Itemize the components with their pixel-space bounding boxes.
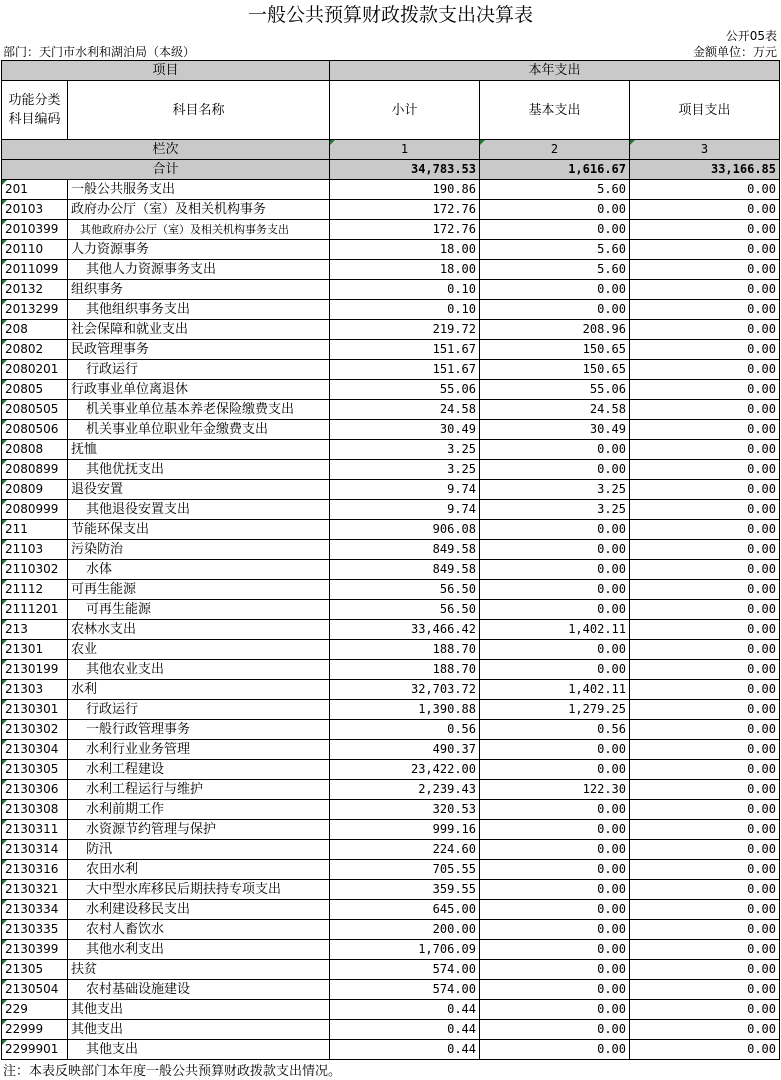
row-project: 0.00	[630, 980, 780, 1000]
row-basic: 0.00	[480, 220, 630, 240]
row-basic: 0.00	[480, 880, 630, 900]
row-project: 0.00	[630, 220, 780, 240]
table-row	[2, 860, 780, 880]
header-code: 功能分类科目编码	[2, 81, 68, 140]
header-basic: 基本支出	[480, 81, 630, 140]
header-project: 项目支出	[630, 81, 780, 140]
row-project: 0.00	[630, 380, 780, 400]
row-basic: 0.00	[480, 760, 630, 780]
row-subtotal: 33,466.42	[330, 620, 480, 640]
row-project: 0.00	[630, 600, 780, 620]
row-project: 0.00	[630, 840, 780, 860]
row-name: 其他退役安置支出	[68, 500, 330, 520]
table-row	[2, 940, 780, 960]
row-project: 0.00	[630, 820, 780, 840]
row-basic: 0.00	[480, 840, 630, 860]
row-basic: 30.49	[480, 420, 630, 440]
row-name: 大中型水库移民后期扶持专项支出	[68, 880, 330, 900]
table-row	[2, 880, 780, 900]
department-label: 部门：天门市水利和湖泊局（本级）	[3, 45, 196, 59]
row-project: 0.00	[630, 300, 780, 320]
row-subtotal: 320.53	[330, 800, 480, 820]
header-current-year: 本年支出	[330, 61, 780, 81]
header-subtotal: 小计	[330, 81, 480, 140]
row-name: 一般公共服务支出	[68, 180, 330, 200]
table-row	[2, 400, 780, 420]
row-code: 213	[2, 620, 68, 640]
row-code: 2080899	[2, 460, 68, 480]
table-row	[2, 620, 780, 640]
row-name: 水利工程运行与维护	[68, 780, 330, 800]
row-basic: 150.65	[480, 360, 630, 380]
row-name: 农业	[68, 640, 330, 660]
table-row	[2, 500, 780, 520]
row-code: 2111201	[2, 600, 68, 620]
row-project: 0.00	[630, 520, 780, 540]
row-subtotal: 151.67	[330, 360, 480, 380]
row-project: 0.00	[630, 1020, 780, 1040]
row-subtotal: 0.44	[330, 1040, 480, 1060]
row-code: 2110302	[2, 560, 68, 580]
row-name: 机关事业单位基本养老保险缴费支出	[68, 400, 330, 420]
table-row	[2, 260, 780, 280]
total-basic: 1,616.67	[480, 160, 630, 180]
row-subtotal: 30.49	[330, 420, 480, 440]
row-code: 2130199	[2, 660, 68, 680]
table-row	[2, 320, 780, 340]
row-code: 20110	[2, 240, 68, 260]
row-code: 2130399	[2, 940, 68, 960]
row-name: 农林水支出	[68, 620, 330, 640]
row-basic: 0.00	[480, 660, 630, 680]
row-basic: 0.00	[480, 460, 630, 480]
row-basic: 55.06	[480, 380, 630, 400]
row-project: 0.00	[630, 780, 780, 800]
row-name: 退役安置	[68, 480, 330, 500]
row-project: 0.00	[630, 620, 780, 640]
row-project: 0.00	[630, 880, 780, 900]
row-subtotal: 906.08	[330, 520, 480, 540]
row-name: 可再生能源	[68, 600, 330, 620]
row-subtotal: 999.16	[330, 820, 480, 840]
row-subtotal: 0.44	[330, 1020, 480, 1040]
table-row	[2, 440, 780, 460]
row-code: 20103	[2, 200, 68, 220]
row-subtotal: 219.72	[330, 320, 480, 340]
table-row	[2, 720, 780, 740]
row-name: 水利建设移民支出	[68, 900, 330, 920]
row-basic: 0.00	[480, 740, 630, 760]
table-row	[2, 700, 780, 720]
row-subtotal: 705.55	[330, 860, 480, 880]
row-basic: 150.65	[480, 340, 630, 360]
row-project: 0.00	[630, 1000, 780, 1020]
table-row	[2, 900, 780, 920]
table-row	[2, 1040, 780, 1060]
row-name: 水利	[68, 680, 330, 700]
row-name: 其他支出	[68, 1040, 330, 1060]
row-name: 社会保障和就业支出	[68, 320, 330, 340]
row-name: 水体	[68, 560, 330, 580]
row-subtotal: 172.76	[330, 220, 480, 240]
row-name: 政府办公厅（室）及相关机构事务	[68, 200, 330, 220]
table-row	[2, 540, 780, 560]
table-row	[2, 960, 780, 980]
table-row	[2, 580, 780, 600]
row-code: 2080506	[2, 420, 68, 440]
header-item: 项目	[2, 61, 330, 81]
row-code: 2130504	[2, 980, 68, 1000]
row-code: 2130335	[2, 920, 68, 940]
table-row	[2, 280, 780, 300]
row-project: 0.00	[630, 240, 780, 260]
row-project: 0.00	[630, 640, 780, 660]
row-subtotal: 359.55	[330, 880, 480, 900]
row-subtotal: 23,422.00	[330, 760, 480, 780]
row-project: 0.00	[630, 900, 780, 920]
row-subtotal: 574.00	[330, 980, 480, 1000]
table-row	[2, 1000, 780, 1020]
row-subtotal: 18.00	[330, 240, 480, 260]
row-basic: 0.00	[480, 860, 630, 880]
table-row	[2, 180, 780, 200]
row-basic: 0.00	[480, 300, 630, 320]
row-basic: 0.00	[480, 440, 630, 460]
table-body	[2, 180, 780, 1060]
row-subtotal: 151.67	[330, 340, 480, 360]
row-basic: 3.25	[480, 500, 630, 520]
row-name: 防汛	[68, 840, 330, 860]
row-subtotal: 2,239.43	[330, 780, 480, 800]
row-name: 可再生能源	[68, 580, 330, 600]
row-code: 21303	[2, 680, 68, 700]
column-number-row	[2, 140, 780, 160]
row-project: 0.00	[630, 480, 780, 500]
row-name: 农村人畜饮水	[68, 920, 330, 940]
row-project: 0.00	[630, 420, 780, 440]
row-code: 2011099	[2, 260, 68, 280]
table-row	[2, 300, 780, 320]
table-row	[2, 220, 780, 240]
row-name: 农村基础设施建设	[68, 980, 330, 1000]
row-subtotal: 190.86	[330, 180, 480, 200]
row-code: 2130334	[2, 900, 68, 920]
row-subtotal: 0.56	[330, 720, 480, 740]
row-name: 农田水利	[68, 860, 330, 880]
header-row-1	[2, 61, 780, 81]
table-row	[2, 640, 780, 660]
row-basic: 0.00	[480, 280, 630, 300]
row-code: 2130301	[2, 700, 68, 720]
table-row	[2, 200, 780, 220]
row-code: 20808	[2, 440, 68, 460]
row-code: 20805	[2, 380, 68, 400]
header-name: 科目名称	[68, 81, 330, 140]
table-row	[2, 680, 780, 700]
row-project: 0.00	[630, 660, 780, 680]
row-project: 0.00	[630, 720, 780, 740]
row-basic: 0.00	[480, 940, 630, 960]
row-basic: 0.00	[480, 900, 630, 920]
row-code: 2013299	[2, 300, 68, 320]
row-subtotal: 574.00	[330, 960, 480, 980]
row-name: 其他组织事务支出	[68, 300, 330, 320]
row-basic: 0.00	[480, 800, 630, 820]
row-code: 2010399	[2, 220, 68, 240]
row-subtotal: 1,390.88	[330, 700, 480, 720]
row-basic: 0.00	[480, 540, 630, 560]
row-name: 抚恤	[68, 440, 330, 460]
row-project: 0.00	[630, 760, 780, 780]
amount-unit: 金额单位：万元	[692, 45, 777, 59]
row-name: 行政事业单位离退休	[68, 380, 330, 400]
row-code: 211	[2, 520, 68, 540]
row-code: 2130308	[2, 800, 68, 820]
row-basic: 0.00	[480, 920, 630, 940]
row-name: 组织事务	[68, 280, 330, 300]
row-project: 0.00	[630, 360, 780, 380]
row-project: 0.00	[630, 800, 780, 820]
row-code: 21103	[2, 540, 68, 560]
report-title: 一般公共预算财政拨款支出决算表	[247, 4, 533, 26]
row-subtotal: 0.44	[330, 1000, 480, 1020]
row-project: 0.00	[630, 1040, 780, 1060]
row-name: 节能环保支出	[68, 520, 330, 540]
table-row	[2, 380, 780, 400]
total-subtotal: 34,783.53	[330, 160, 480, 180]
row-subtotal: 9.74	[330, 480, 480, 500]
row-code: 201	[2, 180, 68, 200]
row-subtotal: 24.58	[330, 400, 480, 420]
row-project: 0.00	[630, 320, 780, 340]
row-basic: 0.00	[480, 640, 630, 660]
row-name: 水资源节约管理与保护	[68, 820, 330, 840]
row-subtotal: 490.37	[330, 740, 480, 760]
table-note: 注：本表反映部门本年度一般公共预算财政拨款支出情况。	[3, 1064, 342, 1079]
row-project: 0.00	[630, 560, 780, 580]
table-row	[2, 800, 780, 820]
table-row	[2, 420, 780, 440]
row-basic: 0.00	[480, 1000, 630, 1020]
table-row	[2, 340, 780, 360]
column-number-label: 栏次	[2, 140, 330, 160]
table-row	[2, 840, 780, 860]
row-project: 0.00	[630, 920, 780, 940]
row-name: 机关事业单位职业年金缴费支出	[68, 420, 330, 440]
row-basic: 0.00	[480, 1040, 630, 1060]
row-basic: 5.60	[480, 260, 630, 280]
total-label: 合计	[2, 160, 330, 180]
row-name: 一般行政管理事务	[68, 720, 330, 740]
row-code: 2080201	[2, 360, 68, 380]
table-row	[2, 360, 780, 380]
row-basic: 0.56	[480, 720, 630, 740]
table-row	[2, 480, 780, 500]
table-row	[2, 980, 780, 1000]
row-basic: 5.60	[480, 240, 630, 260]
row-name: 污染防治	[68, 540, 330, 560]
row-project: 0.00	[630, 700, 780, 720]
total-row	[2, 160, 780, 180]
row-basic: 5.60	[480, 180, 630, 200]
row-subtotal: 56.50	[330, 580, 480, 600]
row-subtotal: 18.00	[330, 260, 480, 280]
table-row	[2, 920, 780, 940]
row-subtotal: 0.10	[330, 300, 480, 320]
row-project: 0.00	[630, 580, 780, 600]
row-name: 其他支出	[68, 1000, 330, 1020]
row-basic: 1,279.25	[480, 700, 630, 720]
row-name: 行政运行	[68, 360, 330, 380]
row-subtotal: 32,703.72	[330, 680, 480, 700]
row-subtotal: 200.00	[330, 920, 480, 940]
row-basic: 1,402.11	[480, 620, 630, 640]
row-basic: 0.00	[480, 980, 630, 1000]
row-basic: 0.00	[480, 820, 630, 840]
row-code: 22999	[2, 1020, 68, 1040]
row-name: 其他农业支出	[68, 660, 330, 680]
row-code: 21112	[2, 580, 68, 600]
expenditure-table	[1, 60, 780, 1060]
table-row	[2, 560, 780, 580]
row-code: 20809	[2, 480, 68, 500]
row-name: 人力资源事务	[68, 240, 330, 260]
row-subtotal: 55.06	[330, 380, 480, 400]
row-name: 行政运行	[68, 700, 330, 720]
table-row	[2, 740, 780, 760]
row-code: 2130321	[2, 880, 68, 900]
row-subtotal: 849.58	[330, 560, 480, 580]
row-code: 2130311	[2, 820, 68, 840]
row-name: 民政管理事务	[68, 340, 330, 360]
table-row	[2, 460, 780, 480]
row-code: 2130314	[2, 840, 68, 860]
row-name: 其他人力资源事务支出	[68, 260, 330, 280]
row-project: 0.00	[630, 400, 780, 420]
row-basic: 0.00	[480, 560, 630, 580]
row-subtotal: 3.25	[330, 460, 480, 480]
table-row	[2, 660, 780, 680]
table-row	[2, 600, 780, 620]
row-code: 21305	[2, 960, 68, 980]
row-project: 0.00	[630, 280, 780, 300]
row-name: 水利工程建设	[68, 760, 330, 780]
row-subtotal: 188.70	[330, 640, 480, 660]
row-code: 229	[2, 1000, 68, 1020]
row-name: 扶贫	[68, 960, 330, 980]
row-code: 2130302	[2, 720, 68, 740]
column-number-2: 2	[480, 140, 630, 160]
row-basic: 24.58	[480, 400, 630, 420]
row-project: 0.00	[630, 940, 780, 960]
column-number-1: 1	[330, 140, 480, 160]
row-subtotal: 172.76	[330, 200, 480, 220]
row-code: 20132	[2, 280, 68, 300]
table-row	[2, 520, 780, 540]
table-row	[2, 820, 780, 840]
row-basic: 0.00	[480, 600, 630, 620]
row-subtotal: 645.00	[330, 900, 480, 920]
row-project: 0.00	[630, 540, 780, 560]
row-subtotal: 3.25	[330, 440, 480, 460]
table-row	[2, 780, 780, 800]
row-code: 21301	[2, 640, 68, 660]
row-name: 其他优抚支出	[68, 460, 330, 480]
row-code: 20802	[2, 340, 68, 360]
row-code: 2299901	[2, 1040, 68, 1060]
row-basic: 1,402.11	[480, 680, 630, 700]
row-basic: 122.30	[480, 780, 630, 800]
row-name: 其他政府办公厅（室）及相关机构事务支出	[68, 220, 330, 240]
row-code: 2130316	[2, 860, 68, 880]
row-project: 0.00	[630, 340, 780, 360]
row-project: 0.00	[630, 180, 780, 200]
row-project: 0.00	[630, 260, 780, 280]
row-basic: 3.25	[480, 480, 630, 500]
row-project: 0.00	[630, 460, 780, 480]
row-name: 其他水利支出	[68, 940, 330, 960]
row-basic: 0.00	[480, 1020, 630, 1040]
total-project: 33,166.85	[630, 160, 780, 180]
row-basic: 208.96	[480, 320, 630, 340]
row-name: 其他支出	[68, 1020, 330, 1040]
row-name: 水利行业业务管理	[68, 740, 330, 760]
row-code: 208	[2, 320, 68, 340]
row-code: 2080505	[2, 400, 68, 420]
row-subtotal: 9.74	[330, 500, 480, 520]
column-number-3: 3	[630, 140, 780, 160]
row-basic: 0.00	[480, 580, 630, 600]
row-name: 水利前期工作	[68, 800, 330, 820]
row-subtotal: 849.58	[330, 540, 480, 560]
row-subtotal: 188.70	[330, 660, 480, 680]
row-subtotal: 224.60	[330, 840, 480, 860]
row-basic: 0.00	[480, 200, 630, 220]
row-subtotal: 0.10	[330, 280, 480, 300]
row-project: 0.00	[630, 500, 780, 520]
table-row	[2, 760, 780, 780]
row-code: 2130305	[2, 760, 68, 780]
row-basic: 0.00	[480, 960, 630, 980]
row-project: 0.00	[630, 860, 780, 880]
row-subtotal: 1,706.09	[330, 940, 480, 960]
row-subtotal: 56.50	[330, 600, 480, 620]
row-project: 0.00	[630, 960, 780, 980]
row-code: 2130304	[2, 740, 68, 760]
row-project: 0.00	[630, 680, 780, 700]
table-row	[2, 1020, 780, 1040]
row-code: 2130306	[2, 780, 68, 800]
row-code: 2080999	[2, 500, 68, 520]
row-project: 0.00	[630, 200, 780, 220]
row-basic: 0.00	[480, 520, 630, 540]
form-code: 公开05表	[725, 29, 777, 43]
row-project: 0.00	[630, 440, 780, 460]
header-row-2	[2, 81, 780, 140]
table-row	[2, 240, 780, 260]
row-project: 0.00	[630, 740, 780, 760]
